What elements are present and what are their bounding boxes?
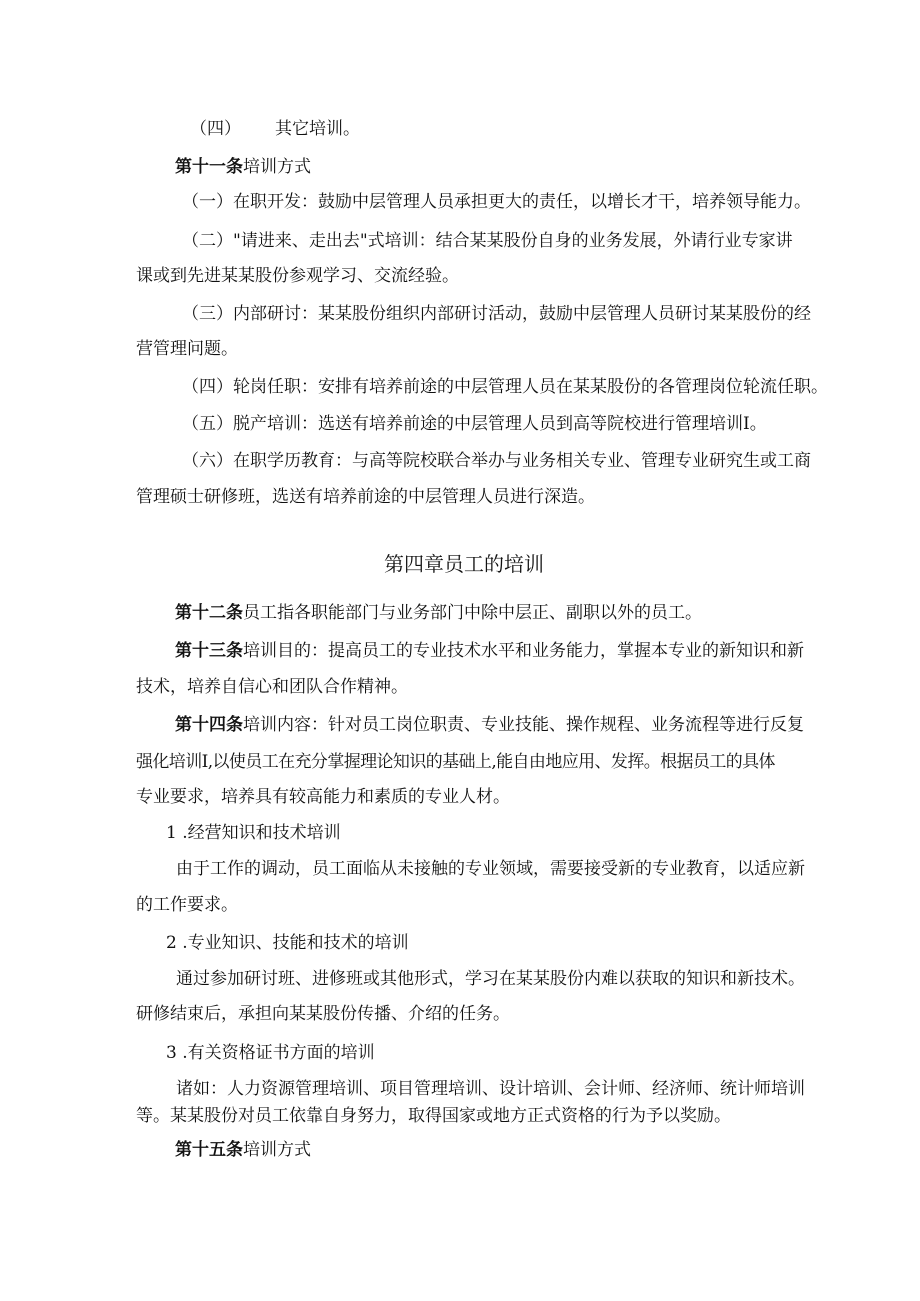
article-11-label: 第十一条: [175, 157, 243, 177]
article-12-label: 第十二条: [175, 603, 243, 623]
article-13-line-2: 技术，培养自信心和团队合作精神。: [136, 677, 408, 697]
subsection-2-title: 2 .专业知识、技能和技术的培训: [166, 933, 409, 953]
article-14-line-2: 强化培训I,以使员工在充分掌握理论知识的基础上,能自由地应用、发挥。根据员工的具体: [136, 752, 775, 772]
article-14-label: 第十四条: [175, 715, 243, 735]
subsection-1-line-2: 的工作要求。: [136, 895, 238, 915]
article-12: [175, 601, 702, 625]
article-12-text: 员工指各职能部门与业务部门中除中层正、副职以外的员工。: [243, 603, 702, 623]
subsection-2-line-1: 通过参加研讨班、进修班或其他形式，学习在某某股份内难以获取的知识和新技术。: [176, 969, 805, 989]
article-14-text: 培训内容：针对员工岗位职责、专业技能、操作规程、业务流程等进行反复: [243, 715, 804, 735]
article-13-text: 培训目的：提高员工的专业技术水平和业务能力，掌握本专业的新知识和新: [243, 641, 804, 661]
article-11-method-4: （四）轮岗任职：安排有培养前途的中层管理人员在某某股份的各管理岗位轮流任职。: [182, 377, 828, 397]
subsection-3-line-1: 诸如：人力资源管理培训、项目管理培训、设计培训、会计师、经济师、统计师培训: [176, 1079, 805, 1099]
article-13-label: 第十三条: [175, 641, 243, 661]
article-13-line-1: [175, 639, 804, 663]
article-11-method-3-line-1: （三）内部研讨：某某股份组织内部研讨活动，鼓励中层管理人员研讨某某股份的经: [182, 304, 811, 324]
prev-item-4: [190, 117, 360, 141]
article-11-heading: [175, 155, 311, 179]
chapter-4-title: 第四章员工的培训: [384, 552, 544, 576]
article-11-method-2-line-1: （二）"请进来、走出去"式培训：结合某某股份自身的业务发展，外请行业专家讲: [182, 231, 793, 251]
prev-item-4-text: 其它培训。: [275, 119, 360, 139]
prev-item-4-number: （四）: [190, 119, 241, 139]
article-15-label: 第十五条: [175, 1140, 243, 1160]
article-14-line-3: 专业要求，培养具有较高能力和素质的专业人材。: [136, 787, 510, 807]
article-15-heading: [175, 1138, 311, 1162]
article-15-title: 培训方式: [243, 1140, 311, 1160]
article-11-method-6-line-2: 管理硕士研修班，选送有培养前途的中层管理人员进行深造。: [136, 487, 595, 507]
article-11-title: 培训方式: [243, 157, 311, 177]
article-11-method-1: （一）在职开发：鼓励中层管理人员承担更大的责任，以增长才干，培养领导能力。: [182, 192, 811, 212]
subsection-1-line-1: 由于工作的调动，员工面临从未接触的专业领域，需要接受新的专业教育，以适应新: [176, 859, 805, 879]
subsection-3-title: 3 .有关资格证书方面的培训: [166, 1043, 375, 1063]
article-11-method-3-line-2: 营管理问题。: [136, 339, 238, 359]
subsection-2-line-2: 研修结束后，承担向某某股份传播、介绍的任务。: [136, 1004, 510, 1024]
article-11-method-6-line-1: （六）在职学历教育：与高等院校联合举办与业务相关专业、管理专业研究生或工商: [182, 451, 811, 471]
article-11-method-2-line-2: 课或到先进某某股份参观学习、交流经验。: [136, 266, 459, 286]
article-14-line-1: [175, 713, 804, 737]
subsection-1-title: 1 .经营知识和技术培训: [166, 823, 341, 843]
subsection-3-line-2: 等。某某股份对员工依靠自身努力，取得国家或地方正式资格的行为予以奖励。: [136, 1106, 731, 1126]
article-11-method-5: （五）脱产培训：选送有培养前途的中层管理人员到高等院校进行管理培训I。: [182, 414, 767, 434]
